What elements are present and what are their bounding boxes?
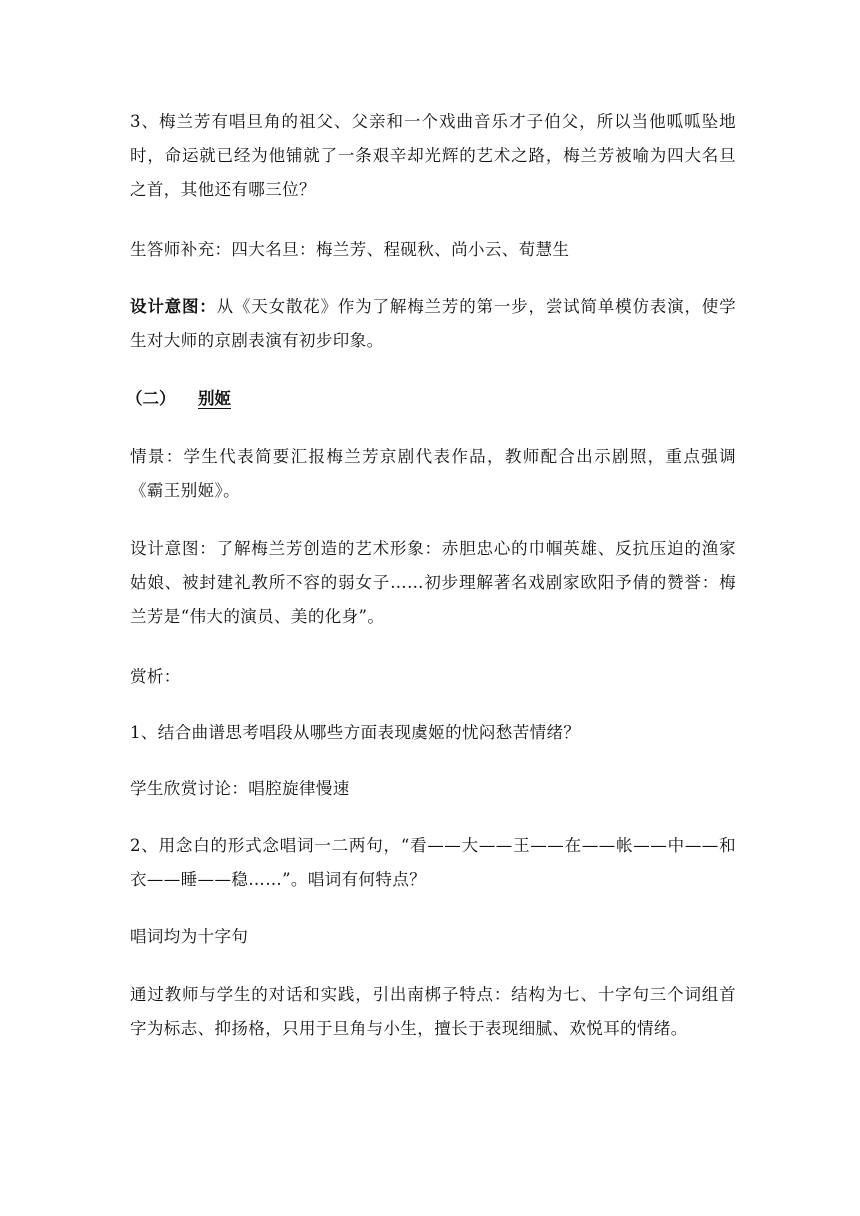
answer-paragraph: 生答师补充：四大名旦：梅兰芳、程砚秋、尚小云、荀慧生 bbox=[130, 240, 570, 259]
question-3-paragraph: 3、梅兰芳有唱旦角的祖父、父亲和一个戏曲音乐才子伯父，所以当他呱呱坠地时，命运就已经为他铺就了一条艰辛却光辉的艺术之路，梅兰芳被喻为四大名旦之首，其他还有哪三位？ bbox=[130, 112, 736, 199]
answer-2-paragraph: 唱词均为十字句 bbox=[130, 927, 249, 946]
scene-paragraph: 情景：学生代表简要汇报梅兰芳京剧代表作品，教师配合出示剧照，重点强调《霸王别姬》。 bbox=[130, 447, 736, 500]
design-intent-text: 从《天女散花》作为了解梅兰芳的第一步，尝试简单模仿表演，使学生对大师的京剧表演有初步印象。 bbox=[130, 297, 737, 350]
question-1-paragraph: 1、结合曲谱思考唱段从哪些方面表现虞姬的忧闷愁苦情绪？ bbox=[130, 723, 581, 742]
design-intent-paragraph-2: 设计意图：了解梅兰芳创造的艺术形象：赤胆忠心的巾帼英雄、反抗压迫的渔家姑娘、被封建礼教所不容的弱女子……初步理解著名戏剧家欧阳予倩的赞誉：梅兰芳是“伟大的演员、美的化身”。 bbox=[130, 539, 736, 626]
section-number: （二） bbox=[126, 389, 176, 408]
section-heading bbox=[126, 382, 231, 416]
question-2-paragraph: 2、用念白的形式念唱词一二两句，“看——大——王——在——帐——中——和衣——睡——稳……”。唱词有何特点？ bbox=[130, 836, 736, 889]
design-intent-paragraph-1 bbox=[130, 290, 736, 358]
summary-paragraph: 通过教师与学生的对话和实践，引出南梆子特点：结构为七、十字句三个词组首字为标志、抑扬格，只用于旦角与小生，擅长于表现细腻、欢悦耳的情绪。 bbox=[130, 985, 736, 1038]
appreciation-label: 赏析： bbox=[130, 667, 181, 686]
answer-1-paragraph: 学生欣赏讨论：唱腔旋律慢速 bbox=[130, 779, 350, 798]
design-intent-label: 设计意图： bbox=[130, 297, 217, 316]
section-title: 别姬 bbox=[198, 389, 231, 408]
